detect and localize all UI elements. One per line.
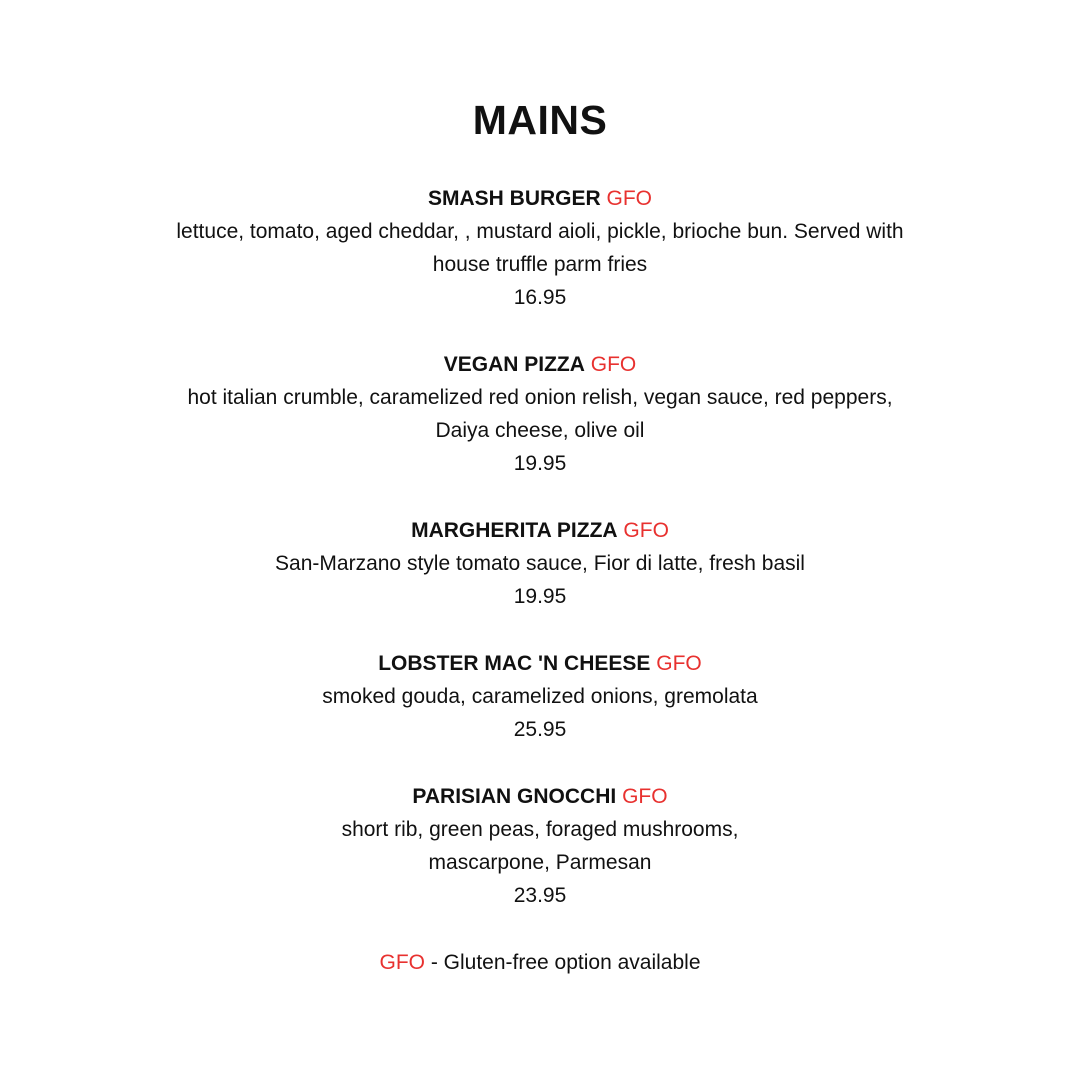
footnote-gfo-tag: GFO — [379, 951, 425, 974]
gfo-badge: GFO — [656, 652, 702, 675]
menu-item-parisian-gnocchi — [100, 780, 980, 912]
item-description — [100, 215, 980, 281]
item-price: 19.95 — [513, 452, 567, 475]
description-line: smoked gouda, caramelized onions, gremolata — [322, 685, 758, 708]
item-price: 19.95 — [513, 585, 567, 608]
item-price: 16.95 — [513, 286, 567, 309]
item-name: VEGAN PIZZA — [443, 353, 585, 376]
description-line: short rib, green peas, foraged mushrooms, — [341, 818, 739, 841]
menu-item-vegan-pizza — [100, 348, 980, 480]
item-heading — [100, 348, 980, 381]
item-description — [100, 547, 980, 580]
page-title: MAINS — [472, 97, 608, 143]
description-line: San-Marzano style tomato sauce, Fior di latte, fresh basil — [275, 552, 805, 575]
item-name: LOBSTER MAC 'N CHEESE — [378, 652, 651, 675]
gfo-footnote — [0, 946, 1080, 979]
gfo-badge: GFO — [623, 519, 669, 542]
description-line: lettuce, tomato, aged cheddar, , mustard aioli, pickle, brioche bun. Served with — [176, 220, 904, 243]
item-price: 25.95 — [513, 718, 567, 741]
menu-item-smash-burger — [100, 182, 980, 314]
description-line: hot italian crumble, caramelized red onion relish, vegan sauce, red peppers, — [187, 386, 893, 409]
item-heading — [100, 780, 980, 813]
item-description — [100, 381, 980, 447]
item-name: MARGHERITA PIZZA — [411, 519, 618, 542]
item-price: 23.95 — [513, 884, 567, 907]
menu-item-margherita-pizza — [100, 514, 980, 613]
description-line: mascarpone, Parmesan — [428, 851, 652, 874]
menu-item-lobster-mac — [100, 647, 980, 746]
item-name: PARISIAN GNOCCHI — [412, 785, 617, 808]
gfo-badge: GFO — [606, 187, 653, 210]
item-heading — [100, 647, 980, 680]
item-description — [100, 680, 980, 713]
item-heading — [100, 182, 980, 215]
item-name: SMASH BURGER — [427, 187, 601, 210]
gfo-badge: GFO — [590, 353, 637, 376]
description-line: Daiya cheese, olive oil — [435, 419, 645, 442]
gfo-badge: GFO — [622, 785, 668, 808]
footnote-text: - Gluten-free option available — [425, 951, 701, 974]
item-description — [100, 813, 980, 879]
description-line: house truffle parm fries — [432, 253, 648, 276]
item-heading — [100, 514, 980, 547]
